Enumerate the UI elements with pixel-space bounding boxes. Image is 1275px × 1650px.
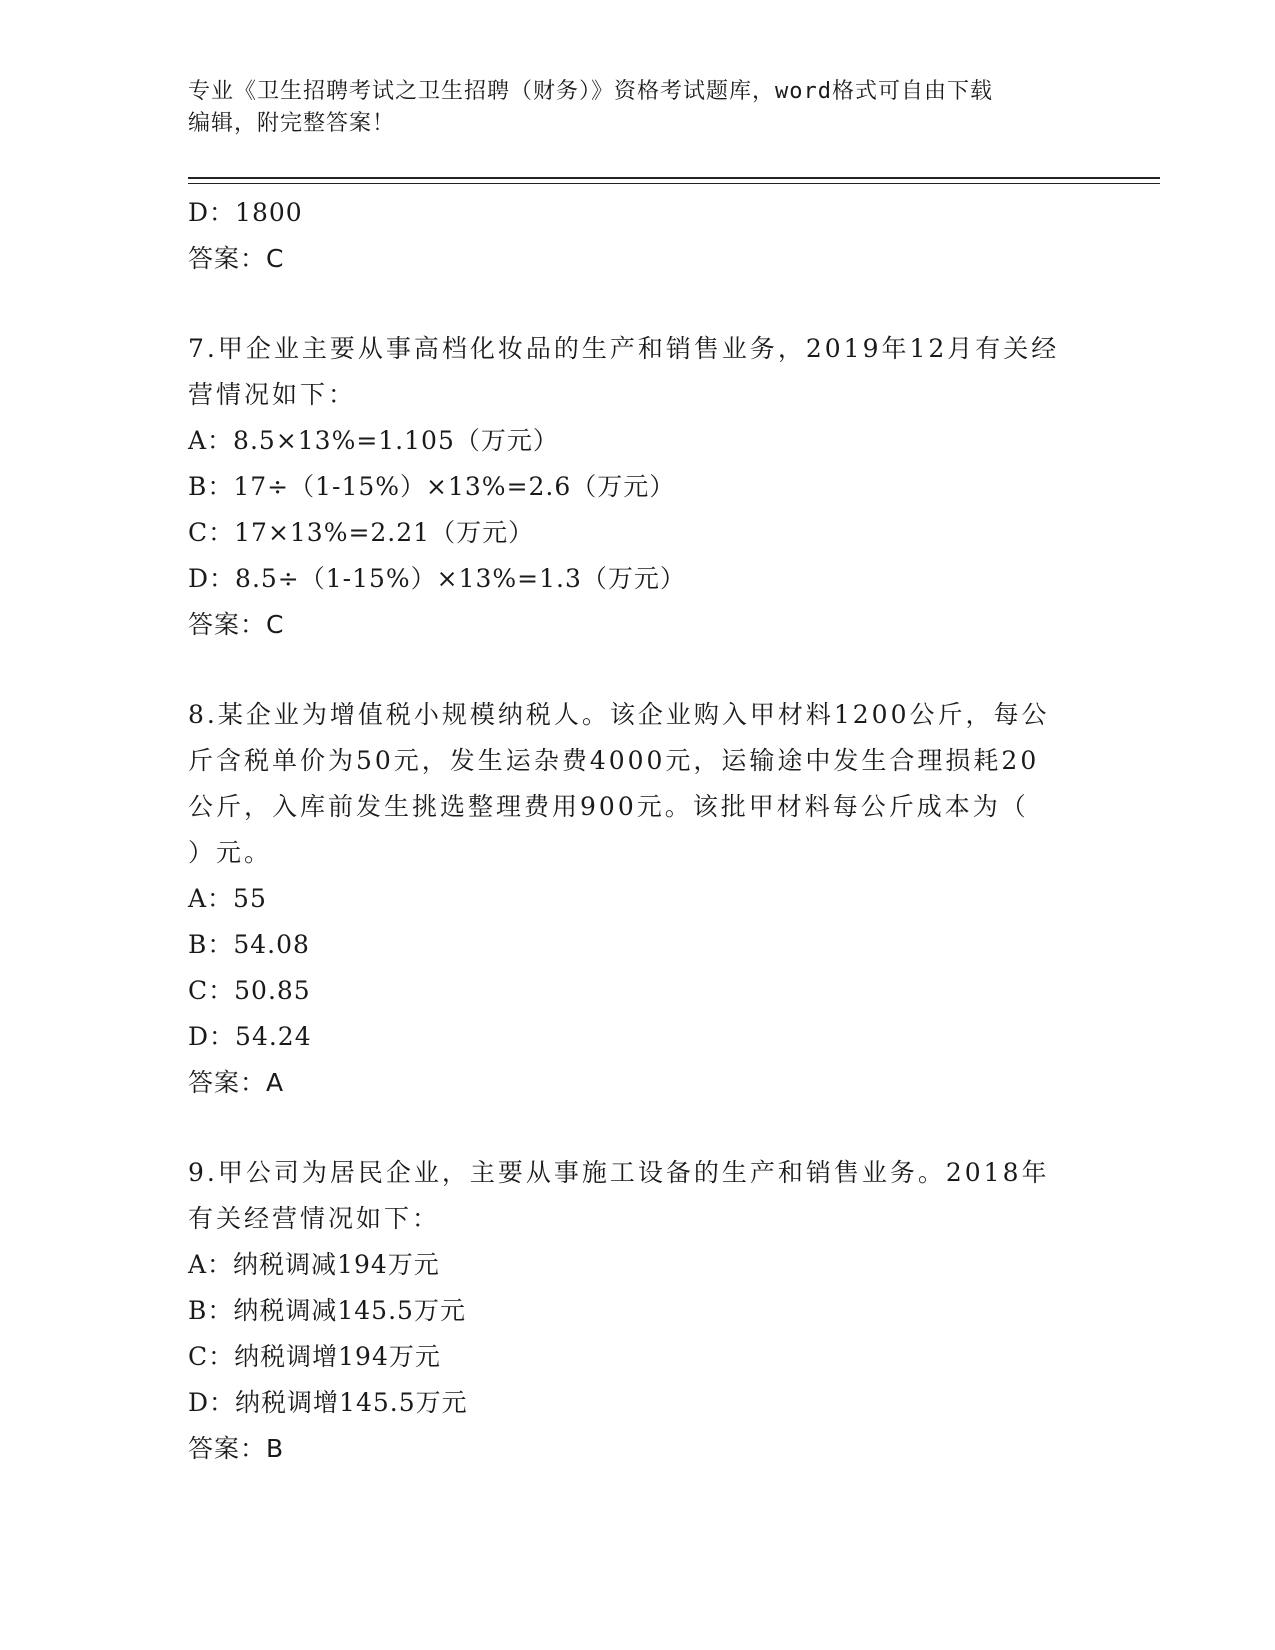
spacer — [188, 648, 1088, 692]
option-a: A：纳税调减194万元 — [188, 1250, 440, 1279]
question-8 — [188, 692, 1088, 1106]
option-d: D：纳税调增145.5万元 — [188, 1388, 468, 1417]
option-a: A：55 — [188, 884, 267, 913]
option-c: C：50.85 — [188, 976, 311, 1005]
document-header — [188, 76, 1088, 140]
option-d: D：54.24 — [188, 1022, 312, 1051]
spacer — [188, 282, 1088, 326]
option-d: D：8.5÷（1-15%）×13%=1.3（万元） — [188, 564, 686, 593]
option-b: B：54.08 — [188, 930, 310, 959]
question-text-line: 营情况如下： — [188, 380, 357, 409]
header-rule-thin — [188, 183, 1160, 184]
question-text-line: ）元。 — [188, 838, 273, 867]
question-text-line: 斤含税单价为50元，发生运杂费4000元，运输途中发生合理损耗20 — [188, 746, 1040, 775]
answer: 答案：C — [188, 244, 285, 273]
question-9 — [188, 1150, 1088, 1472]
option-b: B：17÷（1-15%）×13%=2.6（万元） — [188, 472, 676, 501]
option-c: C：17×13%=2.21（万元） — [188, 518, 535, 547]
question-list — [188, 190, 1088, 1472]
question-text-line: 8.某企业为增值税小规模纳税人。该企业购入甲材料1200公斤，每公 — [188, 700, 1050, 729]
spacer — [188, 1106, 1088, 1150]
previous-question-tail — [188, 190, 1088, 282]
option-b: B：纳税调减145.5万元 — [188, 1296, 466, 1325]
option-d: D：1800 — [188, 198, 303, 227]
answer: 答案：C — [188, 610, 285, 639]
header-line-2: 编辑，附完整答案！ — [188, 111, 396, 136]
option-c: C：纳税调增194万元 — [188, 1342, 441, 1371]
option-a: A：8.5×13%=1.105（万元） — [188, 426, 559, 455]
answer: 答案：A — [188, 1068, 285, 1097]
question-text-line: 公斤，入库前发生挑选整理费用900元。该批甲材料每公斤成本为（ — [188, 792, 1029, 821]
question-text-line: 9.甲公司为居民企业，主要从事施工设备的生产和销售业务。2018年 — [188, 1158, 1050, 1187]
header-rule — [188, 177, 1160, 179]
answer: 答案：B — [188, 1434, 285, 1463]
question-text-line: 有关经营情况如下： — [188, 1204, 441, 1233]
question-text-line: 7.甲企业主要从事高档化妆品的生产和销售业务，2019年12月有关经 — [188, 334, 1060, 363]
header-line-1: 专业《卫生招聘考试之卫生招聘（财务）》资格考试题库，word格式可自由下载 — [188, 79, 993, 104]
question-7 — [188, 326, 1088, 648]
